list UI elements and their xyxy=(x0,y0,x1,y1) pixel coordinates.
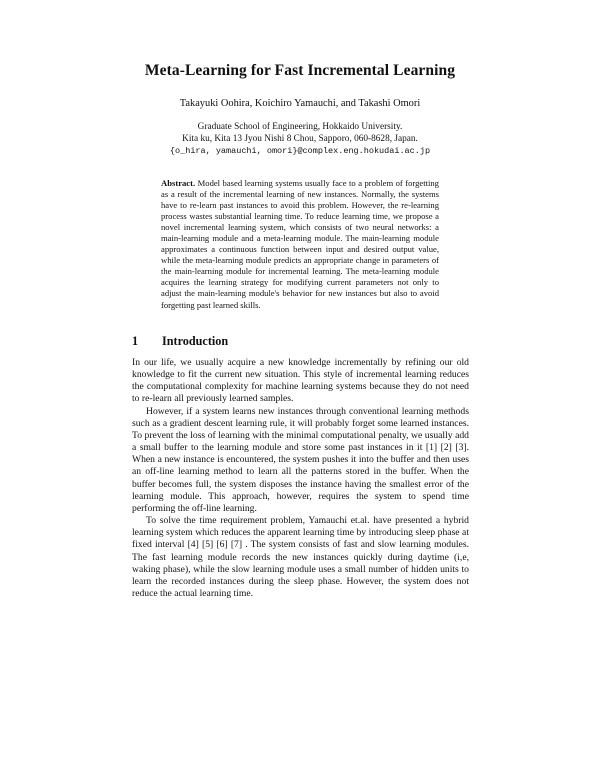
section-heading-introduction xyxy=(132,334,228,349)
abstract-text: Model based learning systems usually face to a problem of forgetting as a result of the incremental learning of new instances. Normally, the systems have to re-learn past instances to avoid this problem. However, the re-learning process wastes substantial learning time. To reduce learning time, we propose a novel incremental learning system, which consists of two neural networks: a main-learning module and a meta-learning module. The main-learning module approximates a continuous function between input and desired output value, while the meta-learning module predicts an appropriate change in parameters of the main-learning module for incremental learning. The meta-learning module acquires the learning strategy for modifying current parameters not only to adjust the main-learning module's behavior for new instances but also to avoid forgetting past learned skills. xyxy=(161,178,439,310)
paragraph: However, if a system learns new instances through conventional learning methods such as a gradient descent learning rule, it will probably forget some learned instances. To prevent the loss of learning with the minimal computational penalty, we usually add a small buffer to the learning module and store some past instances in it [1] [2] [3]. When a new instance is encountered, the system pushes it into the buffer and then uses an off-line learning method to learn all the patterns stored in the buffer. When the buffer becomes full, the system disposes the instance having the smallest error of the learning module. This approach, however, requires the system to spend time performing the off-line learning. xyxy=(132,405,469,514)
paragraph: In our life, we usually acquire a new knowledge incrementally by refining our old knowledge to fit the current new situation. This style of incremental learning reduces the computational complexity for machine learning systems because they do not need to re-learn all previously learned samples. xyxy=(132,357,469,405)
affiliation-line-1: Graduate School of Engineering, Hokkaido University. xyxy=(197,122,403,132)
abstract-label: Abstract. xyxy=(161,178,196,188)
paper-authors: Takayuki Oohira, Koichiro Yamauchi, and Takashi Omori xyxy=(179,98,421,109)
paper-title: Meta-Learning for Fast Incremental Learning xyxy=(144,62,456,79)
section-number: 1 xyxy=(132,334,139,348)
abstract xyxy=(161,178,439,311)
affiliation-line-2: Kita ku, Kita 13 Jyou Nishi 8 Chou, Sapporo, 060-8628, Japan. xyxy=(182,134,418,145)
author-emails[interactable]: {o_hira, yamauchi, omori}@complex.eng.hokudai.ac.jp xyxy=(169,146,431,157)
section-title: Introduction xyxy=(162,334,229,348)
introduction-body xyxy=(132,357,469,600)
affiliation-block xyxy=(0,121,600,158)
paragraph: To solve the time requirement problem, Yamauchi et.al. have presented a hybrid learning system which reduces the apparent learning time by introducing sleep phase at fixed interval [4] [5] [6] [7] . The system consists of fast and slow learning modules. The fast learning module records the new instances quickly during daytime (i,e, waking phase), while the slow learning module uses a small number of hidden units to learn the recorded instances during the sleep phase. However, the system does not reduce the actual learning time. xyxy=(132,515,469,599)
